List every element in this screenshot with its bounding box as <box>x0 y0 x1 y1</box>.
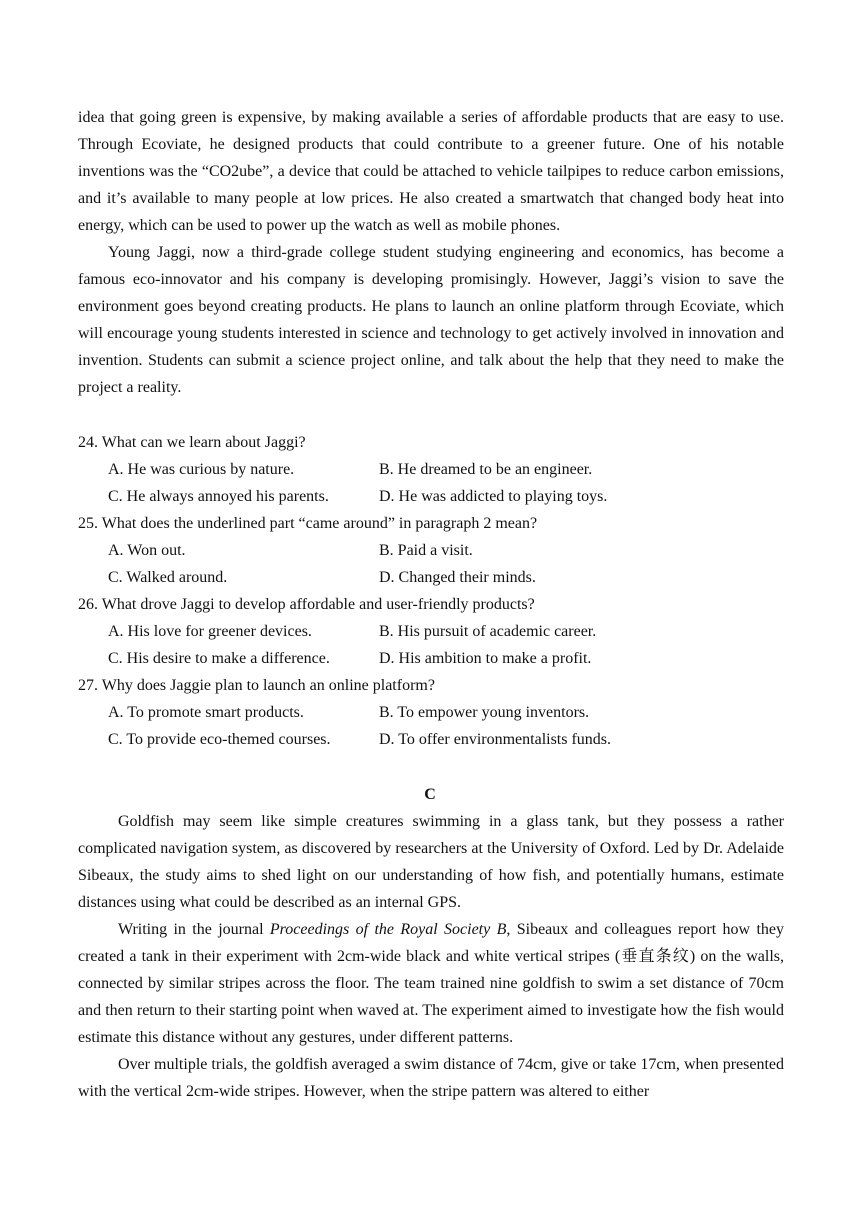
question-25 <box>78 510 784 591</box>
option-d: D. Changed their minds. <box>379 569 536 586</box>
option-a: A. To promote smart products. <box>108 704 304 721</box>
option-b: B. To empower young inventors. <box>379 704 590 721</box>
passage-c <box>78 808 784 1105</box>
question-list <box>78 429 784 753</box>
option-row <box>78 537 784 564</box>
option-d: D. He was addicted to playing toys. <box>379 488 608 505</box>
question-stem: 26. What drove Jaggi to develop affordable and user-friendly products? <box>78 596 535 613</box>
option-a: A. He was curious by nature. <box>108 461 295 478</box>
option-b: B. He dreamed to be an engineer. <box>379 461 593 478</box>
option-c: C. His desire to make a difference. <box>108 650 330 667</box>
option-b: B. Paid a visit. <box>379 542 473 559</box>
option-row <box>78 483 784 510</box>
option-c: C. To provide eco-themed courses. <box>108 731 331 748</box>
option-b: B. His pursuit of academic career. <box>379 623 597 640</box>
passage-c-paragraph <box>78 916 784 1051</box>
passage-b-paragraph: idea that going green is expensive, by making available a series of affordable products that are easy to use. Through Ecoviate, he designed products that could contribute to a greener future. One of his notable inventions was the “CO2ube”, a device that could be attached to vehicle tailpipes to reduce carbon emissions, and it’s available to many people at low prices. He also created a smartwatch that changed body heat into energy, which can be used to power up the watch as well as mobile phones. <box>78 109 784 234</box>
passage-c-paragraph: Goldfish may seem like simple creatures swimming in a glass tank, but they possess a rather complicated navigation system, as discovered by researchers at the University of Oxford. Led by Dr. Adelaide Sibeaux, the study aims to shed light on our understanding of how fish, and potentially humans, estimate distances using what could be described as an internal GPS. <box>78 813 784 911</box>
option-a: A. His love for greener devices. <box>108 623 312 640</box>
passage-b-paragraph: Young Jaggi, now a third-grade college student studying engineering and economics, has become a famous eco-innovator and his company is developing promisingly. However, Jaggi’s vision to save the environment goes beyond creating products. He plans to launch an online platform through Ecoviate, which will encourage young students interested in science and technology to get actively involved in innovation and invention. Students can submit a science project online, and talk about the help that they need to make the project a reality. <box>78 244 784 396</box>
option-row <box>78 564 784 591</box>
option-row <box>78 618 784 645</box>
section-heading: C <box>424 786 436 803</box>
passage-c-paragraph: Over multiple trials, the goldfish averaged a swim distance of 74cm, give or take 17cm, when presented with the vertical 2cm-wide stripes. However, when the stripe pattern was altered to either <box>78 1056 784 1100</box>
option-d: D. To offer environmentalists funds. <box>379 731 612 748</box>
option-row <box>78 456 784 483</box>
question-stem: 24. What can we learn about Jaggi? <box>78 434 306 451</box>
option-a: A. Won out. <box>108 542 186 559</box>
question-stem: 25. What does the underlined part “came around” in paragraph 2 mean? <box>78 515 538 532</box>
question-24 <box>78 429 784 510</box>
option-row <box>78 645 784 672</box>
question-27 <box>78 672 784 753</box>
journal-title: Proceedings of the Royal Society B <box>269 921 507 938</box>
text-run: , Sibeaux and colleagues report how they created a tank in their experiment with 2cm-wide black and white vertical stripes (垂直条纹) on the walls, connected by similar stripes across the floor. The team trained nine goldfish to swim a set distance of 70cm and then return to their starting point when waved at. The experiment aimed to investigate how the fish would estimate this distance without any gestures, under different patterns. <box>78 921 784 1046</box>
text-run: Writing in the journal <box>118 921 270 938</box>
option-d: D. His ambition to make a profit. <box>379 650 592 667</box>
passage-b <box>78 104 784 401</box>
option-c: C. He always annoyed his parents. <box>108 488 329 505</box>
option-c: C. Walked around. <box>108 569 228 586</box>
question-stem: 27. Why does Jaggie plan to launch an online platform? <box>78 677 435 694</box>
option-row <box>78 726 784 753</box>
question-26 <box>78 591 784 672</box>
option-row <box>78 699 784 726</box>
